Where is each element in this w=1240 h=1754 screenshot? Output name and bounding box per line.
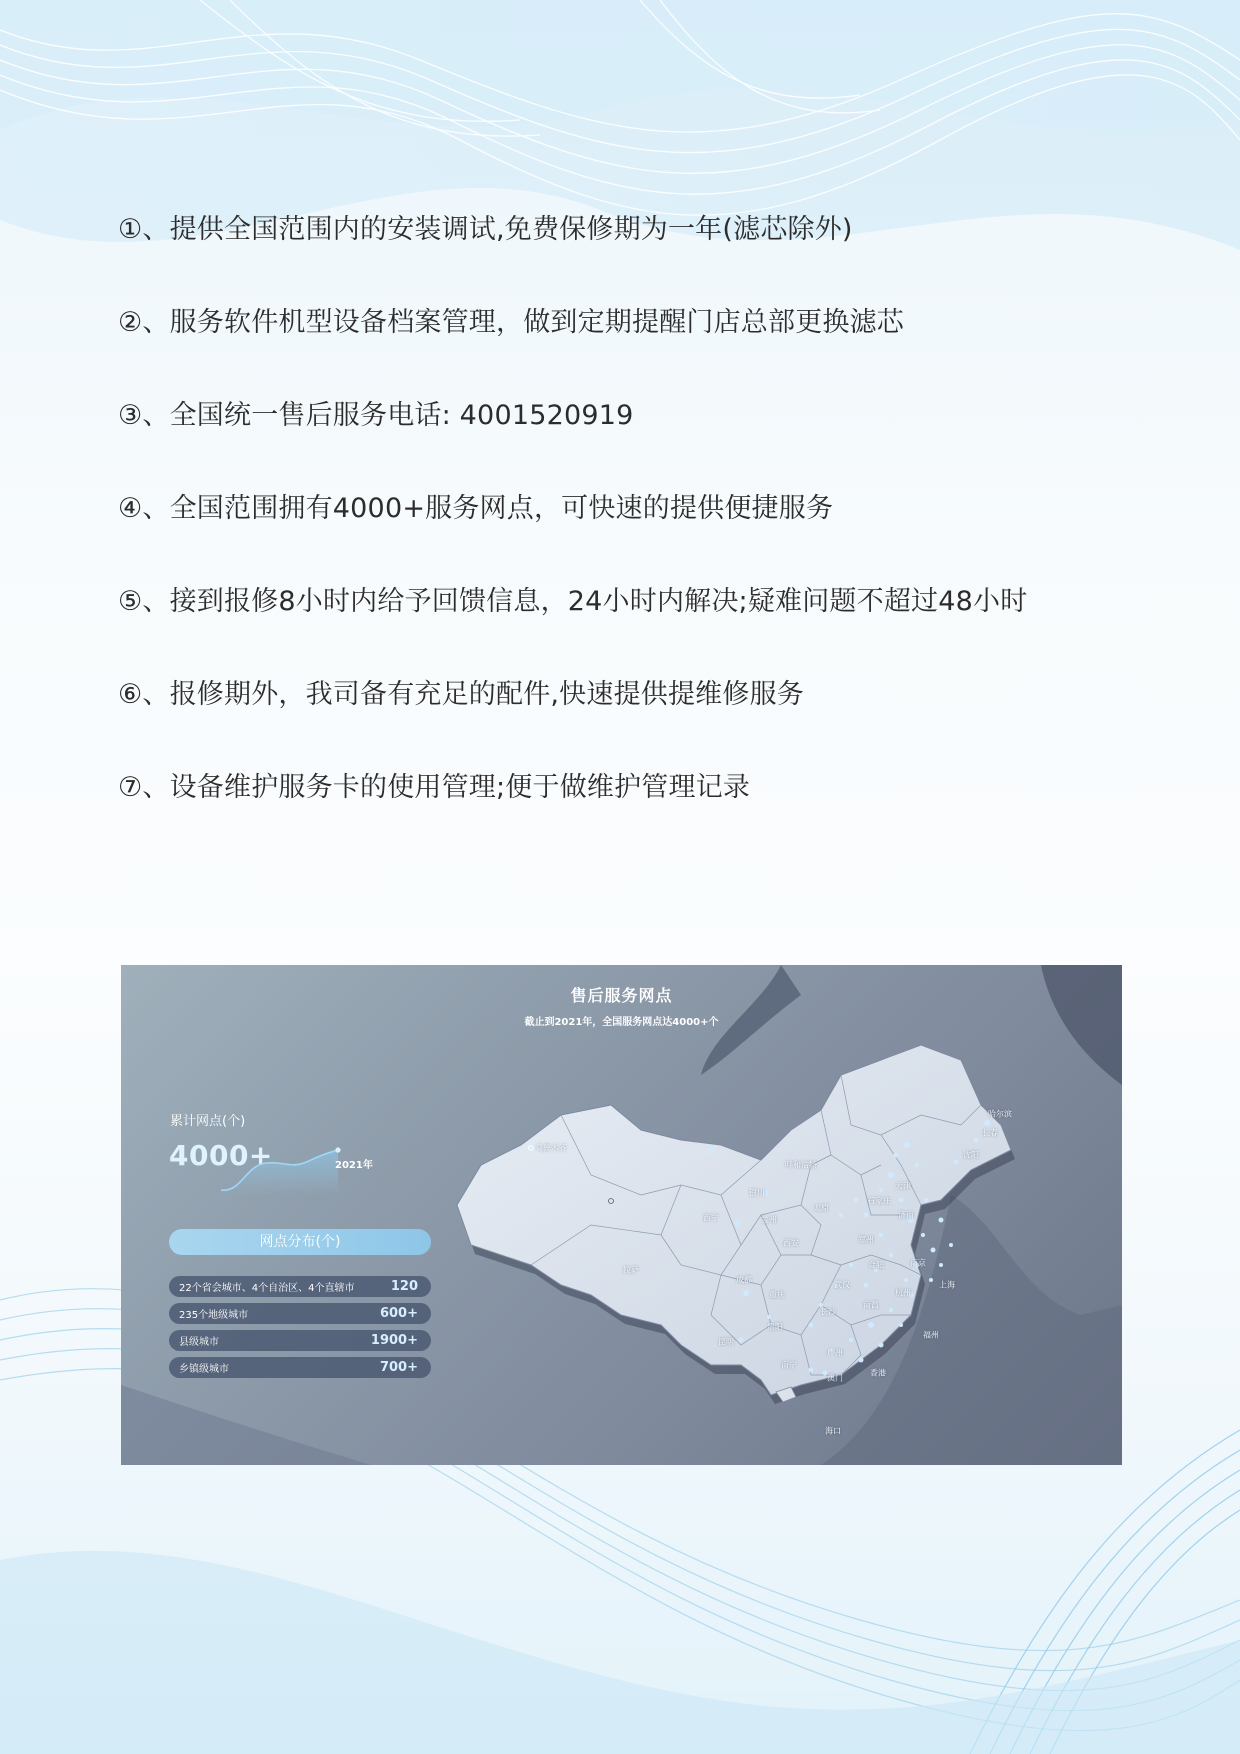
city-label-lhasa: 拉萨 — [623, 1265, 639, 1275]
city-label-shenyang: 沈阳 — [963, 1150, 979, 1160]
service-item-2: ②、服务软件机型设备档案管理，做到定期提醒门店总部更换滤芯 — [118, 307, 905, 338]
city-label-shanghai: 上海 — [939, 1280, 955, 1290]
city-label-taiyuan: 太原 — [813, 1203, 829, 1213]
distribution-count: 600+ — [379, 1306, 418, 1321]
distribution-count: 700+ — [379, 1360, 418, 1375]
city-label-macau: 澳门 — [827, 1373, 843, 1383]
distribution-header: 网点分布(个) — [169, 1229, 431, 1255]
service-item-1: ①、提供全国范围内的安装调试,免费保修期为一年(滤芯除外) — [118, 214, 853, 245]
service-network-panel — [121, 965, 1122, 1465]
city-label-fuzhou: 福州 — [923, 1330, 939, 1340]
city-label-shijiazhuang: 石家庄 — [867, 1196, 891, 1206]
distribution-list — [169, 1276, 431, 1384]
distribution-row — [169, 1357, 431, 1378]
china-map — [121, 965, 1122, 1465]
city-label-nanjing: 南京 — [910, 1258, 926, 1268]
city-label-guangzhou: 广州 — [827, 1348, 843, 1358]
city-label-hohhot: 呼和浩特 — [785, 1160, 817, 1170]
city-label-guiyang: 贵阳 — [767, 1322, 783, 1332]
city-label-kunming: 昆明 — [718, 1337, 734, 1347]
service-item-4: ④、全国范围拥有4000+服务网点，可快速的提供便捷服务 — [118, 493, 834, 524]
service-item-3: ③、全国统一售后服务电话: 4001520919 — [118, 400, 634, 431]
cumulative-label: 累计网点(个) — [170, 1114, 246, 1129]
city-label-zhengzhou: 郑州 — [858, 1235, 874, 1245]
service-item-5: ⑤、接到报修8小时内给予回馈信息，24小时内解决;疑难问题不超过48小时 — [118, 586, 1028, 617]
distribution-name: 乡镇级城市 — [179, 1364, 229, 1375]
city-label-hangzhou: 杭州 — [895, 1288, 911, 1298]
distribution-count: 120 — [390, 1279, 418, 1294]
city-label-nanning: 南宁 — [781, 1360, 797, 1370]
distribution-row — [169, 1303, 431, 1324]
service-item-6: ⑥、报修期外，我司备有充足的配件,快速提供提维修服务 — [118, 679, 804, 710]
panel-subtitle: 截止到2021年，全国服务网点达4000+个 — [524, 1017, 719, 1028]
city-label-changsha: 长沙 — [820, 1307, 836, 1317]
panel-title: 售后服务网点 — [570, 986, 673, 1005]
city-label-xining: 西宁 — [703, 1213, 719, 1223]
service-list — [118, 210, 1158, 861]
city-label-hongkong: 香港 — [870, 1368, 886, 1378]
city-label-jinan: 济南 — [898, 1210, 914, 1220]
distribution-name: 县级城市 — [179, 1337, 219, 1348]
service-item-7: ⑦、设备维护服务卡的使用管理;便于做维护管理记录 — [118, 772, 751, 803]
cumulative-value: 4000+ — [169, 1139, 273, 1172]
city-label-urumqi: 乌鲁木齐 — [535, 1143, 567, 1153]
distribution-count: 1900+ — [370, 1333, 418, 1348]
distribution-row — [169, 1276, 431, 1297]
city-label-chengdu: 成都 — [736, 1275, 752, 1285]
city-label-haikou: 海口 — [825, 1426, 841, 1436]
city-label-wuhan: 武汉 — [834, 1280, 850, 1290]
city-label-nanchang: 南昌 — [863, 1300, 879, 1310]
distribution-row — [169, 1330, 431, 1351]
city-label-harbin: 哈尔滨 — [988, 1109, 1012, 1119]
year-label: 2021年 — [335, 1160, 373, 1171]
city-label-changchun: 长春 — [982, 1128, 998, 1138]
distribution-name: 22个省会城市、4个自治区、4个直辖市 — [179, 1283, 355, 1294]
city-label-tianjin: 天津 — [895, 1181, 911, 1191]
city-label-lanzhou: 兰州 — [761, 1215, 777, 1225]
city-label-hefei: 合肥 — [868, 1260, 884, 1270]
city-label-chongqing: 重庆 — [769, 1290, 785, 1300]
distribution-name: 235个地级城市 — [179, 1310, 249, 1321]
city-label-xian: 西安 — [783, 1238, 799, 1248]
city-label-yinchuan: 银川 — [749, 1188, 765, 1198]
